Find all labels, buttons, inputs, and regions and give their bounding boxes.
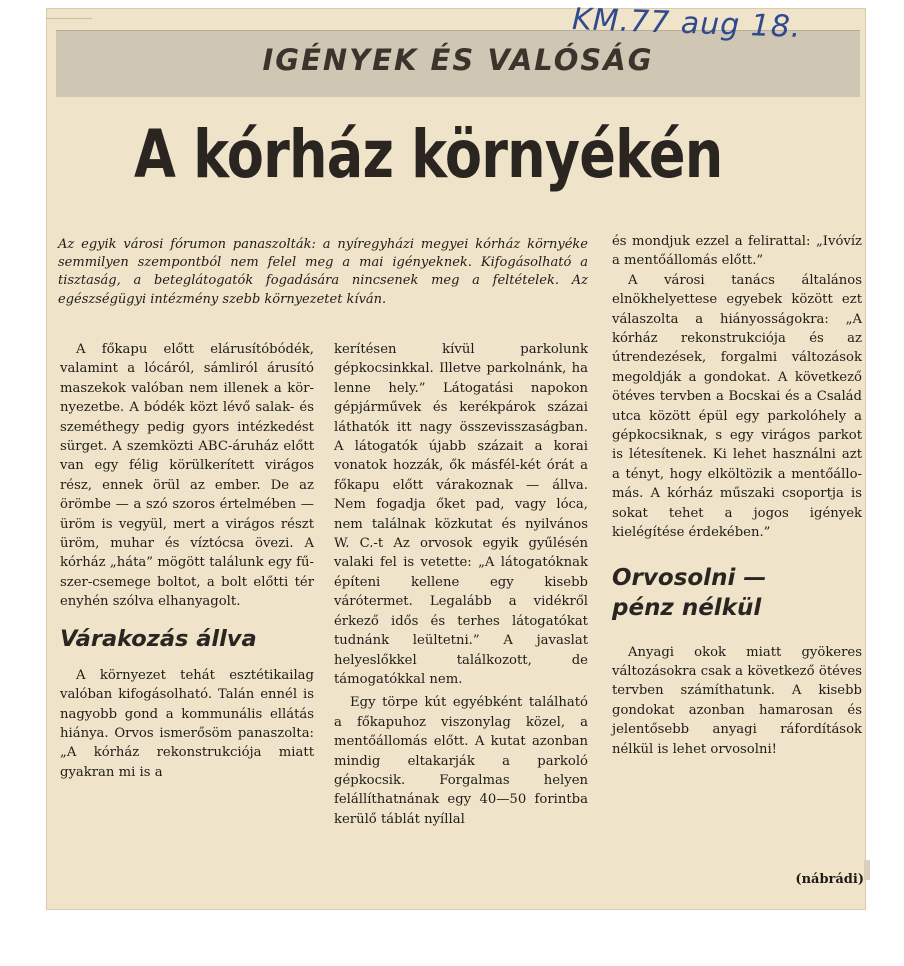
col3-subheading-line-2: pénz nélkül [612, 594, 762, 621]
col3-paragraph-3: Anyagi okok miatt gyökeres változásokra csak a következő ötéves tervben számíthatunk. A kisebb gondokat azonban hamarosan és jelentősebb anyagi ráfordítások nélkül is lehet orvosolni! [612, 644, 862, 757]
handwritten-date-note: KM.77 aug 18. [571, 2, 803, 45]
edge-mark [864, 860, 870, 880]
column-2 [334, 340, 588, 829]
col1-paragraph-1: A főkapu előtt elárusítóbódék, valamint a lócáról, sámliról árusító maszekok valóban nem illenek a környezetbe. A bódék közt lévő salak- és szeméthegy pedig gyors intézkedést sürget. A szemközti ABC-áruház előtt van egy félig körülkerített virágos rész, ennek örül az ember. De az örömbe — a szó szoros értelmében — üröm is vegyül, mert a virágos részt üröm, muhar és víztócsa övezi. A kórház „háta” mögött találunk egy fűszer-csemege boltot, a bolt előtti tér enyhén szólva elhanyagolt. [60, 342, 314, 610]
col3-paragraph-2: A városi tanács általános elnökhelyettese egyebek között ezt válaszolta a hiányosságokra: „A kórház rekonstrukciója és az útrendezések, forgalmi változások megoldják a gondokat. A következő ötéves tervben a Bocskai és a Család utca között épül egy parkolóhely a gépkocsiknak, s egy virágos parkot is létesítenek. Ki lehet használni azt a tényt, hogy elköltözik a mentőállomás. A kórház műszaki csoportja is sokat tehet a jogos igények kielégítése érdekében.” [612, 272, 862, 541]
article-lead: Az egyik városi fórumon panaszolták: a nyíregyházi megyei kórház környéke semmilyen szempontból nem felel meg a mai igényeknek. Kifogásolható a tisztaság, a beteglátogatók fogadására nincsenek meg a feltételek. Az egészségügyi intézmény szebb környezetet kíván. [58, 237, 588, 307]
column-1 [60, 340, 314, 782]
rubric-title: IGÉNYEK ÉS VALÓSÁG [262, 43, 654, 77]
paper-fold-edge [46, 8, 92, 19]
col3-subheading-line-1: Orvosolni — [612, 564, 767, 591]
col3-paragraph-1: és mondjuk ezzel a felirattal: „Ivóvíz a mentőállomás előtt.” [612, 234, 862, 269]
col2-paragraph-2: Egy törpe kút egyébként található a főkapuhoz viszonylag közel, a mentőállomás előtt. A kutat azonban mindig eltakarják a parkoló gépkocsik. Forgalmas helyen felállíthatnának egy 40—50 forintba kerülő táblát nyíllal [334, 695, 588, 827]
col1-subheading: Várakozás állva [60, 625, 257, 652]
author-signature: (nábrádi) [795, 872, 864, 887]
col2-paragraph-1: kerítésen kívül parkolunk gépkocsinkkal. Illetve parkolnánk, ha lenne hely.” Látogatási napokon gépjárművek és kerékpárok százai láthatók itt nagy összevisszaságban. A látogatók újabb százait a korai vonatok hozzák, ők másfél-két órát a főkapu előtt várakoznak — állva. Nem fogadja őket pad, vagy lóca, nem találnak közkutat és nyilvános W. C.-t Az orvosok egyik gyűlésén valaki fel is vetette: „A látogatóknak építeni kellene egy kisebb várótermet. Legalább a vidékről érkező idős és terhes látogatókat tudnánk leültetni.” A javaslat helyeslőkkel találkozott, de támogatókkal nem. [334, 342, 588, 687]
col1-paragraph-2: A környezet tehát esztétikailag valóban kifogásolható. Talán ennél is nagyobb gond a kommunális ellátás hiánya. Orvos ismerősöm panaszolta: „A kórház rekonstrukciója miatt gyakran mi is a [60, 667, 314, 780]
column-3 [612, 232, 862, 759]
article-headline: A kórház környékén [134, 116, 723, 193]
